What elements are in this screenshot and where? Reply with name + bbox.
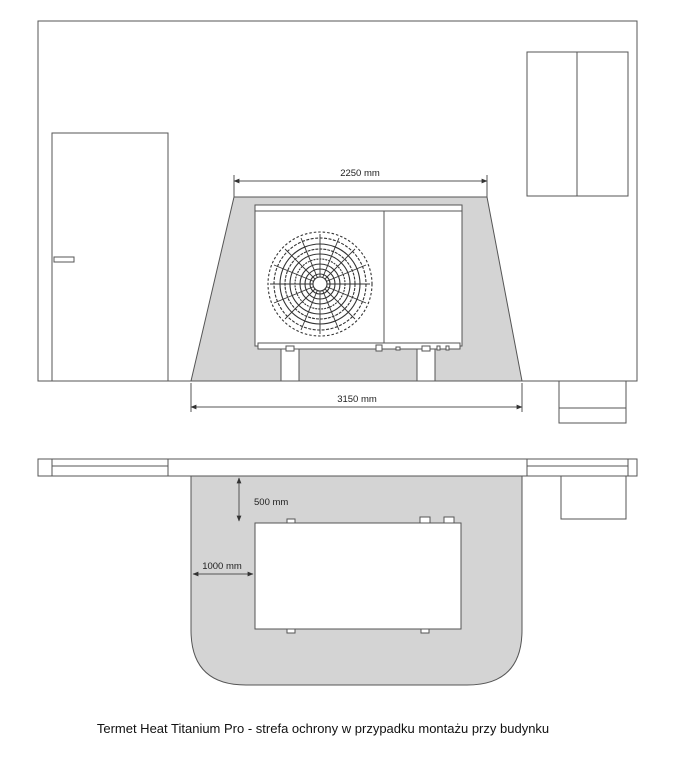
drain-box-elevation [559, 381, 626, 423]
fan-grille [268, 232, 372, 336]
drain-box-plan [561, 476, 626, 519]
dimension-label-3150: 3150 mm [337, 394, 377, 405]
heat-pump-unit-front [255, 205, 462, 351]
diagram-caption: Termet Heat Titanium Pro - strefa ochrony w przypadku montażu przy budynku [96, 721, 550, 736]
plan-view [38, 459, 637, 685]
door-handle [54, 257, 74, 262]
dimension-label-500: 500 mm [254, 497, 289, 508]
elevation-view [38, 21, 637, 423]
dimension-zone-width [191, 383, 522, 412]
window [527, 52, 628, 196]
dimension-label-2250: 2250 mm [340, 168, 380, 179]
wall-plan [38, 459, 637, 476]
dimension-label-1000: 1000 mm [202, 561, 242, 572]
heat-pump-unit-top [255, 517, 461, 633]
